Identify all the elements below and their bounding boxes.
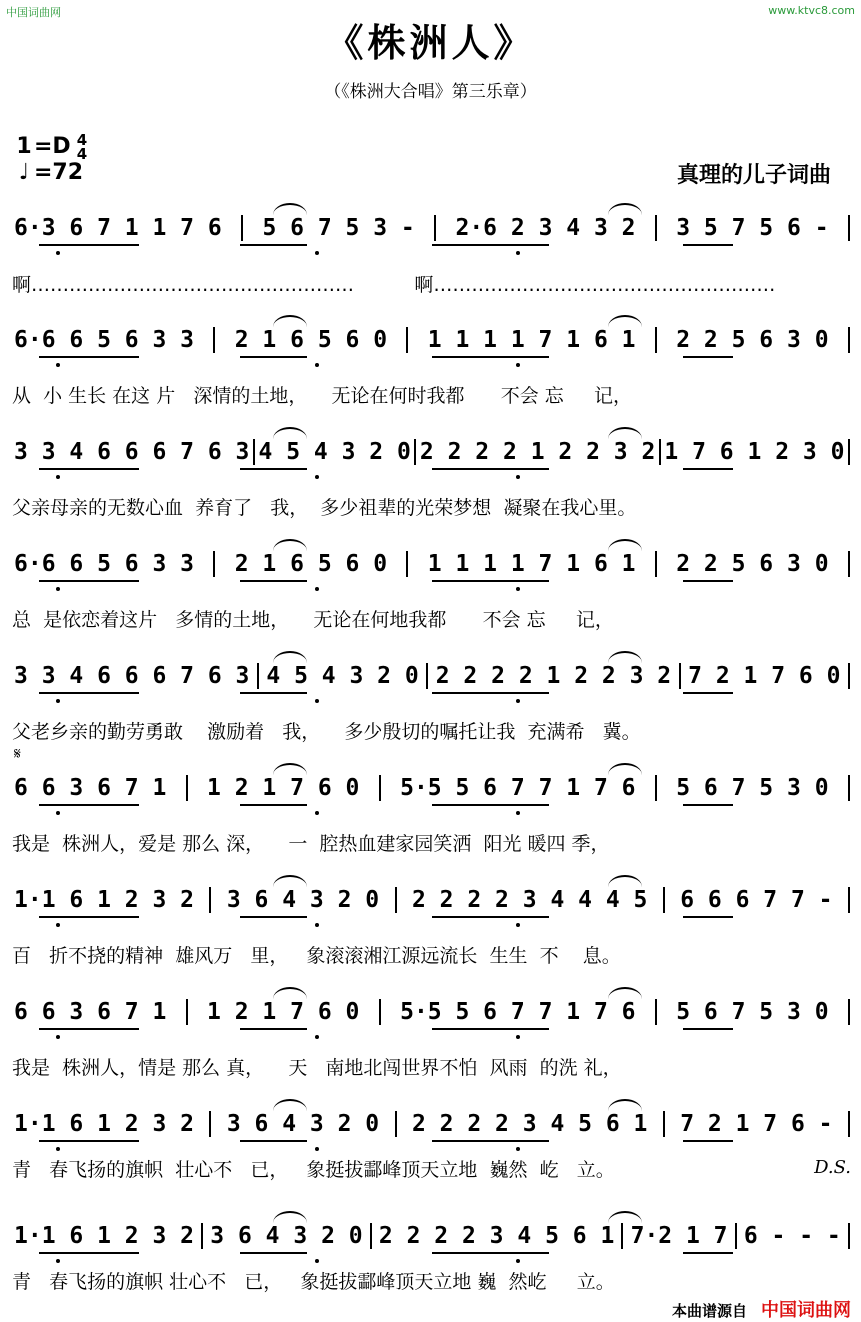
rhythm-beam [683, 468, 733, 470]
measure: 3 6 4 3 2 0 [226, 887, 380, 913]
octave-dot [56, 587, 60, 591]
rhythm-beam [683, 804, 733, 806]
rhythm-beam [240, 692, 307, 694]
bar-line [848, 887, 850, 913]
lyric-line: 啊…………………………………………… 啊……………………………………………… [12, 274, 776, 296]
octave-dot [315, 811, 319, 815]
rhythm-beam [432, 804, 549, 806]
bar-line [848, 439, 850, 465]
bar-line [848, 327, 850, 353]
bar-line [209, 1111, 211, 1137]
measure: 2 2 2 2 3 4 5 6 1 [411, 1111, 648, 1137]
bar-line [406, 327, 408, 353]
rhythm-beam [39, 1252, 139, 1254]
measure: 6 6 3 6 7 1 [14, 775, 167, 801]
slur-mark [273, 539, 307, 551]
time-signature [77, 133, 87, 161]
slur-mark [608, 875, 642, 887]
measure: 6·6 6 5 6 3 3 [14, 327, 195, 353]
slur-mark [608, 1211, 642, 1223]
song-subtitle: （《株洲大合唱》第三乐章） [324, 82, 537, 102]
rhythm-beam [432, 356, 549, 358]
bar-line [655, 775, 657, 801]
octave-dot [315, 1259, 319, 1263]
slur-mark [273, 763, 307, 775]
bar-line [655, 215, 657, 241]
rhythm-beam [39, 468, 139, 470]
rhythm-beam [240, 1028, 307, 1030]
bar-line [735, 1223, 737, 1249]
octave-dot [315, 475, 319, 479]
notation-line [14, 885, 850, 915]
rhythm-beam [240, 356, 307, 358]
bar-line [213, 327, 215, 353]
rhythm-beam [39, 692, 139, 694]
measure: 2·6 2 3 4 3 2 [455, 215, 636, 241]
rhythm-beam [683, 580, 733, 582]
bar-line [848, 1111, 850, 1137]
measure: 2 2 5 6 3 0 [676, 327, 829, 353]
slur-mark [608, 539, 642, 551]
key-signature [16, 133, 87, 185]
key-label: =D [34, 134, 71, 159]
lyric-line: 总 是依恋着这片 多情的土地， 无论在何地我都 不会 忘 记， [12, 609, 614, 631]
rhythm-beam [432, 1028, 549, 1030]
bar-line [655, 327, 657, 353]
rhythm-beam [432, 692, 549, 694]
measure: 1·1 6 1 2 3 2 [14, 1111, 195, 1137]
rhythm-beam [683, 1252, 733, 1254]
measure: 5 6 7 5 3 - [262, 215, 415, 241]
measure: 6·3 6 7 1 1 7 6 [14, 215, 222, 241]
measure: 6·6 6 5 6 3 3 [14, 551, 195, 577]
rhythm-beam [240, 580, 307, 582]
octave-dot [315, 363, 319, 367]
bar-line [848, 1223, 850, 1249]
source-credit [672, 1296, 851, 1322]
notation-line [14, 437, 850, 467]
lyric-line: 我是 株洲人，爱是 那么 深， 一 腔热血建家园笑洒 阳光 暖四 季， [12, 833, 610, 855]
rhythm-beam [39, 356, 139, 358]
notation-line [14, 773, 850, 803]
slur-mark [608, 1099, 642, 1111]
notation-line [14, 325, 850, 355]
notation-line [14, 997, 850, 1027]
measure: 1·1 6 1 2 3 2 [14, 1223, 195, 1249]
measure: 5 6 7 5 3 0 [676, 775, 829, 801]
rhythm-beam [39, 804, 139, 806]
rhythm-beam [240, 804, 307, 806]
octave-dot [56, 923, 60, 927]
rhythm-beam [432, 1252, 549, 1254]
measure: 7 2 1 7 6 0 [688, 663, 841, 689]
octave-dot [516, 251, 520, 255]
rhythm-beam [240, 1140, 307, 1142]
slur-mark [273, 1099, 307, 1111]
bar-line [379, 775, 381, 801]
octave-dot [516, 475, 520, 479]
rhythm-beam [432, 468, 549, 470]
slur-mark [608, 427, 642, 439]
bar-line [414, 439, 416, 465]
rhythm-beam [683, 916, 733, 918]
measure: 3 6 4 3 2 0 [210, 1223, 363, 1249]
measure: 3 5 7 5 6 - [676, 215, 829, 241]
measure: 5·5 5 6 7 7 1 7 6 [400, 775, 636, 801]
rhythm-beam [683, 1028, 733, 1030]
measure: 2 2 2 2 3 4 5 6 1 [378, 1223, 615, 1249]
slur-mark [273, 875, 307, 887]
octave-dot [315, 251, 319, 255]
rhythm-beam [39, 1028, 139, 1030]
octave-dot [516, 811, 520, 815]
bar-line [406, 551, 408, 577]
bar-line [659, 439, 661, 465]
lyric-line: 青 春飞扬的旗帜 壮心不 已， 象挺拔酃峰顶天立地 巍 然屹 立。 [12, 1271, 615, 1293]
bar-line [395, 887, 397, 913]
octave-dot [516, 923, 520, 927]
measure: 1 7 6 1 2 3 0 [664, 439, 845, 465]
notation-line [14, 549, 850, 579]
bar-line [213, 551, 215, 577]
octave-dot [315, 1147, 319, 1151]
measure: 4 5 4 3 2 0 [258, 439, 411, 465]
rhythm-beam [240, 1252, 307, 1254]
time-signature-bottom: 4 [76, 145, 88, 163]
slur-mark [608, 651, 642, 663]
quarter-note-icon: 1 [16, 134, 32, 159]
octave-dot [56, 699, 60, 703]
rhythm-beam [39, 916, 139, 918]
slur-mark [608, 315, 642, 327]
notation-line [14, 1221, 850, 1251]
measure: 3 6 4 3 2 0 [226, 1111, 380, 1137]
segno-sign: 𝄋 [14, 744, 21, 763]
bar-line [848, 775, 850, 801]
measure: 2 1 6 5 6 0 [234, 327, 388, 353]
measure: 1 1 1 1 7 1 6 1 [427, 551, 636, 577]
measure: 6 - - - [743, 1223, 841, 1249]
source-label: 本曲谱源自 [671, 1302, 747, 1320]
bar-line [257, 663, 259, 689]
bar-line [848, 215, 850, 241]
measure: 3 3 4 6 6 6 7 6 3 [14, 663, 250, 689]
rhythm-beam [432, 916, 549, 918]
octave-dot [56, 1147, 60, 1151]
bar-line [209, 887, 211, 913]
measure: 5 6 7 5 3 0 [676, 999, 829, 1025]
rhythm-beam [39, 1140, 139, 1142]
quarter-note-icon: ♩ [18, 160, 30, 185]
bar-line [253, 439, 255, 465]
rhythm-beam [683, 356, 733, 358]
octave-dot [516, 587, 520, 591]
rhythm-beam [683, 1140, 733, 1142]
octave-dot [315, 587, 319, 591]
bar-line [655, 551, 657, 577]
bar-line [370, 1223, 372, 1249]
bar-line [663, 887, 665, 913]
bar-line [663, 1111, 665, 1137]
octave-dot [516, 363, 520, 367]
lyric-line: 父亲母亲的无数心血 养育了 我， 多少祖辈的光荣梦想 凝聚在我心里。 [12, 497, 637, 519]
slur-mark [273, 427, 307, 439]
bar-line [426, 663, 428, 689]
slur-mark [608, 203, 642, 215]
bar-line [186, 775, 188, 801]
octave-dot [56, 475, 60, 479]
octave-dot [315, 1035, 319, 1039]
lyric-line: 百 折不挠的精神 雄风万 里， 象滚滚湘江源远流长 生生 不 息。 [12, 945, 621, 967]
bar-line [848, 663, 850, 689]
rhythm-beam [683, 244, 733, 246]
tempo-label: =72 [34, 160, 84, 185]
measure: 5·5 5 6 7 7 1 7 6 [400, 999, 636, 1025]
lyric-line: 青 春飞扬的旗帜 壮心不 已， 象挺拔酃峰顶天立地 巍然 屹 立。 [12, 1159, 615, 1181]
lyric-line: 从 小 生长 在这 片 深情的土地， 无论在何时我都 不会 忘 记， [12, 385, 632, 407]
octave-dot [315, 923, 319, 927]
bar-line [186, 999, 188, 1025]
measure: 2 2 2 2 1 2 2 3 2 [419, 439, 656, 465]
slur-mark [273, 651, 307, 663]
measure: 6 6 6 7 7 - [680, 887, 833, 913]
slur-mark [273, 987, 307, 999]
measure: 3 3 4 6 6 6 7 6 3 [14, 439, 250, 465]
measure: 6 6 3 6 7 1 [14, 999, 167, 1025]
octave-dot [516, 699, 520, 703]
bar-line [848, 551, 850, 577]
rhythm-beam [683, 692, 733, 694]
octave-dot [56, 363, 60, 367]
rhythm-beam [39, 580, 139, 582]
slur-mark [608, 987, 642, 999]
measure: 2 1 6 5 6 0 [234, 551, 388, 577]
time-signature-top: 4 [76, 131, 88, 149]
dal-segno-mark: D.S. [814, 1157, 851, 1178]
rhythm-beam [432, 580, 549, 582]
rhythm-beam [39, 244, 139, 246]
site-watermark-left: 中国词曲网 [6, 6, 61, 19]
bar-line [434, 215, 436, 241]
notation-line [14, 661, 850, 691]
slur-mark [273, 1211, 307, 1223]
measure: 1·1 6 1 2 3 2 [14, 887, 195, 913]
slur-mark [608, 763, 642, 775]
measure: 1 2 1 7 6 0 [207, 775, 360, 801]
octave-dot [516, 1147, 520, 1151]
bar-line [241, 215, 243, 241]
rhythm-beam [240, 468, 307, 470]
site-watermark-right: www.ktvc8.com [768, 4, 855, 17]
octave-dot [56, 1259, 60, 1263]
slur-mark [273, 203, 307, 215]
measure: 1 1 1 1 7 1 6 1 [427, 327, 636, 353]
rhythm-beam [240, 916, 307, 918]
bar-line [621, 1223, 623, 1249]
measure: 7 2 1 7 6 - [680, 1111, 833, 1137]
composer-credit: 真理的儿子词曲 [676, 163, 831, 188]
rhythm-beam [240, 244, 307, 246]
bar-line [379, 999, 381, 1025]
measure: 1 2 1 7 6 0 [207, 999, 360, 1025]
bar-line [655, 999, 657, 1025]
octave-dot [56, 251, 60, 255]
measure: 7·2 1 7 [630, 1223, 728, 1249]
bar-line [679, 663, 681, 689]
measure: 4 5 4 3 2 0 [266, 663, 419, 689]
bar-line [848, 999, 850, 1025]
lyric-line: 我是 株洲人，情是 那么 真， 天 南地北闯世界不怕 风雨 的洗 礼， [12, 1057, 622, 1079]
octave-dot [56, 1035, 60, 1039]
bar-line [201, 1223, 203, 1249]
bar-line [395, 1111, 397, 1137]
measure: 2 2 5 6 3 0 [676, 551, 829, 577]
octave-dot [516, 1259, 520, 1263]
measure: 2 2 2 2 1 2 2 3 2 [435, 663, 672, 689]
rhythm-beam [432, 1140, 549, 1142]
notation-line [14, 1109, 850, 1139]
octave-dot [315, 699, 319, 703]
source-brand: 中国词曲网 [761, 1300, 851, 1321]
measure: 2 2 2 2 3 4 4 4 5 [411, 887, 648, 913]
song-title: 《株洲人》 [325, 20, 536, 65]
slur-mark [273, 315, 307, 327]
rhythm-beam [432, 244, 549, 246]
octave-dot [516, 1035, 520, 1039]
lyric-line: 父老乡亲的勤劳勇敢 激励着 我， 多少殷切的嘱托让我 充满希 冀。 [12, 721, 641, 743]
octave-dot [56, 811, 60, 815]
notation-line [14, 213, 850, 243]
